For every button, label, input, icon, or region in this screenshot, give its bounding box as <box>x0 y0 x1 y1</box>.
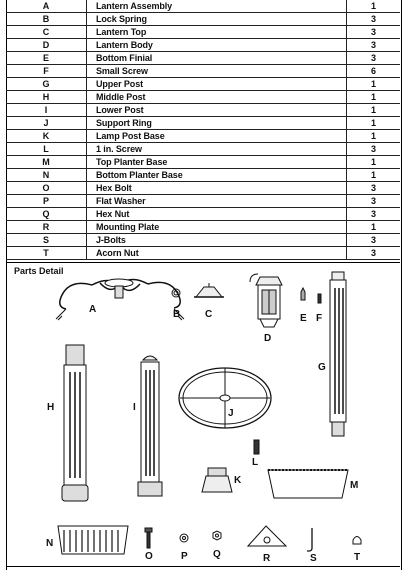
part-quantity-cell: 1 <box>347 78 401 91</box>
part-letter-cell: K <box>6 130 87 143</box>
part-letter-cell: B <box>6 13 87 26</box>
part-quantity-cell: 1 <box>347 91 401 104</box>
lamp-post-base-illustration <box>202 468 232 492</box>
part-quantity-cell: 3 <box>347 143 401 156</box>
part-description-cell: Hex Bolt <box>87 182 347 195</box>
part-letter-cell: L <box>6 143 87 156</box>
part-letter-cell: T <box>6 247 87 260</box>
part-quantity-cell: 3 <box>347 208 401 221</box>
part-description-cell: Upper Post <box>87 78 347 91</box>
part-quantity-cell: 3 <box>347 52 401 65</box>
part-description-cell: Lower Post <box>87 104 347 117</box>
label-j: J <box>228 408 234 419</box>
hex-nut-illustration <box>213 531 221 540</box>
part-letter-cell: E <box>6 52 87 65</box>
lantern-top-illustration <box>194 283 224 297</box>
label-r: R <box>263 553 271 564</box>
part-quantity-cell: 1 <box>347 221 401 234</box>
part-letter-cell: R <box>6 221 87 234</box>
part-quantity-cell: 3 <box>347 182 401 195</box>
part-description-cell: Small Screw <box>87 65 347 78</box>
part-quantity-cell: 1 <box>347 169 401 182</box>
upper-post-illustration <box>330 272 346 436</box>
part-letter-cell: F <box>6 65 87 78</box>
label-n: N <box>46 538 54 549</box>
hex-bolt-illustration <box>145 528 152 548</box>
part-description-cell: 1 in. Screw <box>87 143 347 156</box>
part-description-cell: Top Planter Base <box>87 156 347 169</box>
label-p: P <box>181 551 188 562</box>
part-quantity-cell: 1 <box>347 156 401 169</box>
lower-post-illustration <box>138 356 162 496</box>
part-description-cell: Lamp Post Base <box>87 130 347 143</box>
part-quantity-cell: 1 <box>347 104 401 117</box>
j-bolt-illustration <box>307 528 312 551</box>
part-quantity-cell: 3 <box>347 195 401 208</box>
label-f: F <box>316 313 323 324</box>
flat-washer-illustration <box>180 534 188 542</box>
part-description-cell: Lantern Body <box>87 39 347 52</box>
part-description-cell: Middle Post <box>87 91 347 104</box>
part-description-cell: Mounting Plate <box>87 221 347 234</box>
part-letter-cell: G <box>6 78 87 91</box>
part-description-cell: Flat Washer <box>87 195 347 208</box>
part-quantity-cell: 3 <box>347 247 401 260</box>
part-quantity-cell: 3 <box>347 39 401 52</box>
small-screw-illustration <box>318 294 321 303</box>
label-e: E <box>300 313 307 324</box>
label-h: H <box>47 402 55 413</box>
part-description-cell: Lock Spring <box>87 13 347 26</box>
label-i: I <box>133 402 136 413</box>
part-letter-cell: J <box>6 117 87 130</box>
part-letter-cell: D <box>6 39 87 52</box>
part-description-cell: Bottom Planter Base <box>87 169 347 182</box>
part-letter-cell: P <box>6 195 87 208</box>
label-a: A <box>89 304 97 315</box>
part-description-cell: Lantern Assembly <box>87 0 347 13</box>
part-description-cell: Support Ring <box>87 117 347 130</box>
part-letter-cell: M <box>6 156 87 169</box>
part-quantity-cell: 1 <box>347 117 401 130</box>
part-description-cell: Bottom Finial <box>87 52 347 65</box>
part-description-cell: Lantern Top <box>87 26 347 39</box>
label-d: D <box>264 333 272 344</box>
mounting-plate-illustration <box>248 526 286 546</box>
part-description-cell: Acorn Nut <box>87 247 347 260</box>
part-quantity-cell: 1 <box>347 130 401 143</box>
part-letter-cell: S <box>6 234 87 247</box>
part-quantity-cell: 3 <box>347 26 401 39</box>
part-letter-cell: C <box>6 26 87 39</box>
label-l: L <box>252 457 259 468</box>
label-t: T <box>354 552 361 563</box>
part-description-cell: Hex Nut <box>87 208 347 221</box>
label-m: M <box>350 480 359 491</box>
support-ring-illustration <box>179 368 271 428</box>
label-c: C <box>205 309 213 320</box>
bottom-planter-base-illustration <box>58 526 128 554</box>
label-o: O <box>145 551 153 562</box>
one-inch-screw-illustration <box>254 440 259 454</box>
lantern-body-illustration <box>250 274 282 327</box>
part-quantity-cell: 3 <box>347 13 401 26</box>
bottom-border <box>6 566 400 567</box>
part-letter-cell: H <box>6 91 87 104</box>
part-letter-cell: I <box>6 104 87 117</box>
label-g: G <box>318 362 326 373</box>
bottom-finial-illustration <box>301 288 305 300</box>
part-quantity-cell: 6 <box>347 65 401 78</box>
acorn-nut-illustration <box>353 537 361 545</box>
part-description-cell: J-Bolts <box>87 234 347 247</box>
label-q: Q <box>213 549 221 560</box>
top-planter-base-illustration <box>268 470 348 498</box>
label-k: K <box>234 475 242 486</box>
part-quantity-cell: 1 <box>347 0 401 13</box>
parts-detail-title: Parts Detail <box>14 266 64 276</box>
part-letter-cell: O <box>6 182 87 195</box>
part-letter-cell: A <box>6 0 87 13</box>
lantern-assembly-illustration <box>56 279 184 320</box>
middle-post-illustration <box>62 345 88 501</box>
part-letter-cell: Q <box>6 208 87 221</box>
part-quantity-cell: 3 <box>347 234 401 247</box>
part-letter-cell: N <box>6 169 87 182</box>
label-b: B <box>173 309 181 320</box>
label-s: S <box>310 553 317 564</box>
